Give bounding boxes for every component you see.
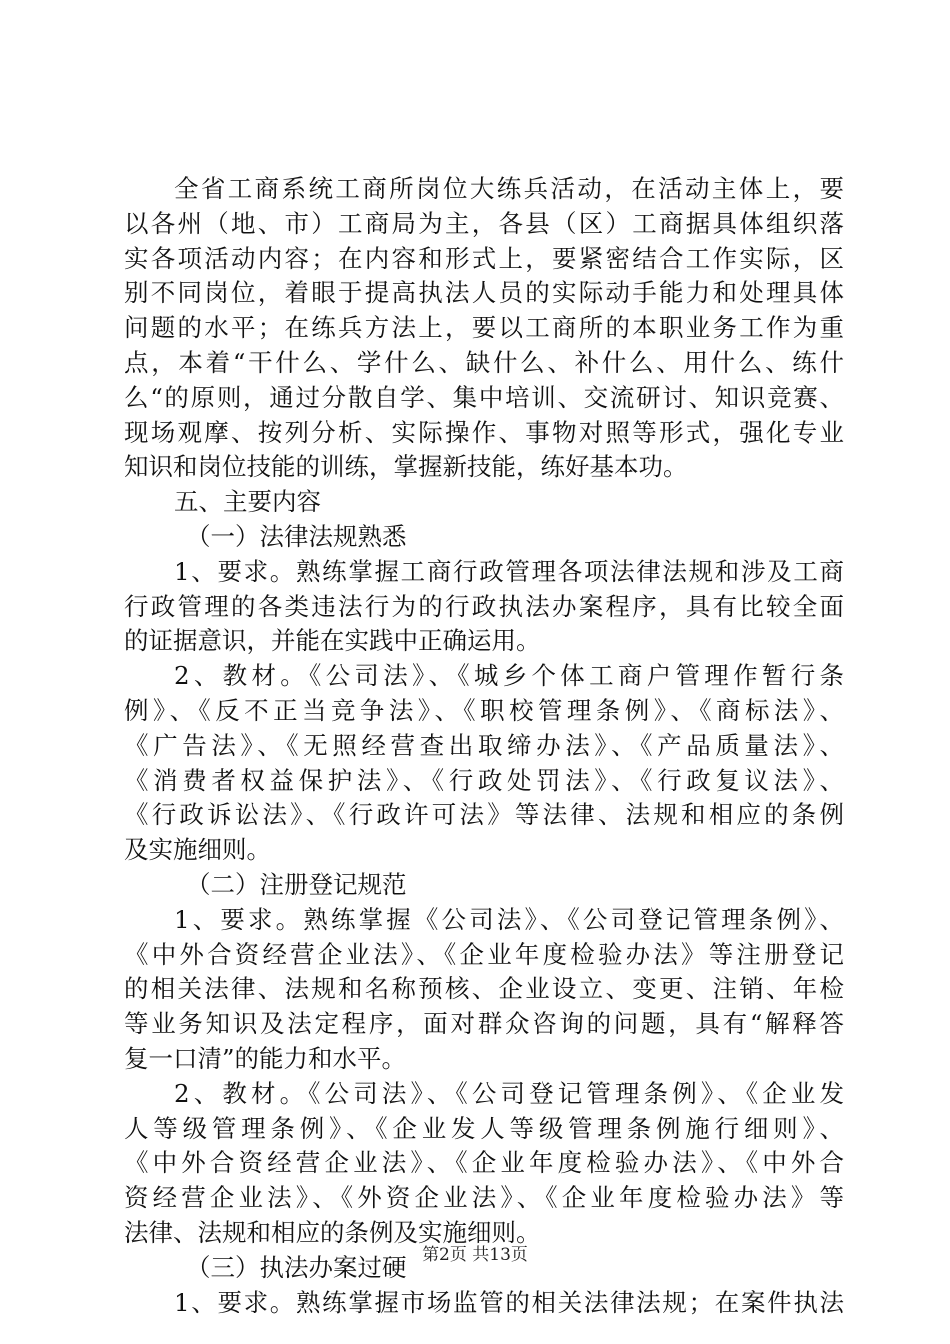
paragraph-line: 资经营企业法》、《外资企业法》、《企业年度检验办法》等 (124, 1183, 844, 1213)
page-number-footer: 第2页 共13页 (422, 1245, 528, 1265)
paragraph-line: 《中外合资经营企业法》、《企业年度检验办法》等注册登记 (124, 939, 844, 969)
paragraph-line: 法律、法规和相应的条例及实施细则。 (124, 1217, 541, 1247)
paragraph-line: 1、要求。熟练掌握工商行政管理各项法律法规和涉及工商 (174, 556, 844, 586)
paragraph-line: 问题的水平；在练兵方法上，要以工商所的本职业务工作为重 (124, 313, 844, 343)
subsection-heading: （二）注册登记规范 (186, 869, 407, 899)
paragraph-line: 例》、《反不正当竞争法》、《职校管理条例》、《商标法》、 (124, 695, 844, 725)
paragraph-line: 1、要求。熟练掌握《公司法》、《公司登记管理条例》、 (174, 904, 844, 934)
paragraph-line: 行政管理的各类违法行为的行政执法办案程序，具有比较全面 (124, 591, 844, 621)
paragraph-line: 点，本着“干什么、学什么、缺什么、补什么、用什么、练什 (124, 347, 844, 377)
paragraph-line: 以各州（地、市）工商局为主，各县（区）工商据具体组织落 (124, 208, 844, 238)
paragraph-line: 实各项活动内容；在内容和形式上，要紧密结合工作实际，区 (124, 243, 844, 273)
document-body (124, 172, 844, 1320)
paragraph-line: 等业务知识及法定程序，面对群众咨询的问题，具有“解释答 (124, 1009, 844, 1039)
paragraph-line: 的相关法律、法规和名称预核、企业设立、变更、注销、年检 (124, 974, 844, 1004)
paragraph-line: 《行政诉讼法》、《行政许可法》等法律、法规和相应的条例 (124, 800, 844, 830)
paragraph-line: 及实施细则。 (124, 835, 271, 865)
paragraph-line: 1、要求。熟练掌握市场监管的相关法律法规；在案件执法 (174, 1287, 844, 1317)
paragraph-line: 2、教材。《公司法》、《公司登记管理条例》、《企业发 (174, 1078, 844, 1108)
subsection-heading: （三）执法办案过硬 (186, 1252, 407, 1282)
subsection-heading: （一）法律法规熟悉 (186, 521, 407, 551)
paragraph-line: 《消费者权益保护法》、《行政处罚法》、《行政复议法》、 (124, 765, 844, 795)
paragraph-line: 知识和岗位技能的训练，掌握新技能，练好基本功。 (124, 452, 688, 482)
paragraph-line: 么“的原则，通过分散自学、集中培训、交流研讨、知识竞赛、 (124, 382, 844, 412)
paragraph-line: 别不同岗位，着眼于提高执法人员的实际动手能力和处理具体 (124, 278, 844, 308)
paragraph-line: 《中外合资经营企业法》、《企业年度检验办法》、《中外合 (124, 1148, 844, 1178)
paragraph-line: 现场观摩、按列分析、实际操作、事物对照等形式，强化专业 (124, 417, 844, 447)
paragraph-line: 的证据意识，并能在实践中正确运用。 (124, 626, 541, 656)
paragraph-line: 人等级管理条例》、《企业发人等级管理条例施行细则》、 (124, 1113, 844, 1143)
paragraph-line: 2、教材。《公司法》、《城乡个体工商户管理作暂行条 (174, 661, 844, 691)
paragraph-line: 《广告法》、《无照经营查出取缔办法》、《产品质量法》、 (124, 730, 844, 760)
section-heading: 五、主要内容 (174, 487, 321, 517)
paragraph-line: 全省工商系统工商所岗位大练兵活动，在活动主体上，要 (174, 174, 844, 203)
paragraph-line: 复一口清”的能力和水平。 (124, 1043, 407, 1073)
